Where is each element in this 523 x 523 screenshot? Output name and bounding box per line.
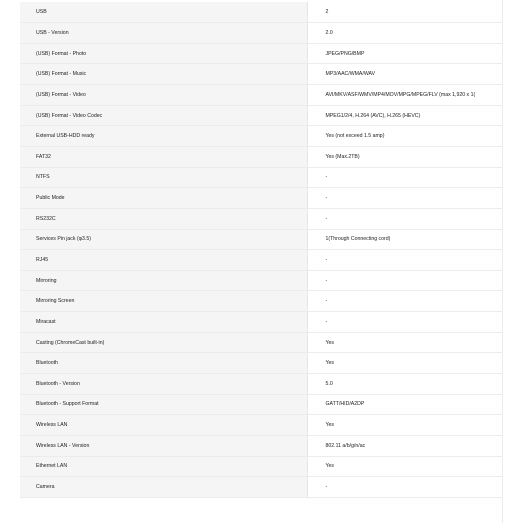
table-row <box>20 270 502 291</box>
spec-label: Bluetooth - Version <box>20 374 307 395</box>
spec-value: - <box>307 312 502 333</box>
table-row <box>20 105 502 126</box>
spec-value: - <box>307 270 502 291</box>
spec-label: Casting (ChromeCast built-in) <box>20 332 307 353</box>
table-row <box>20 2 502 23</box>
table-right-divider <box>502 0 503 523</box>
table-row <box>20 374 502 395</box>
spec-label: Services Pin jack (φ3.5) <box>20 229 307 250</box>
table-row <box>20 332 502 353</box>
table-row <box>20 208 502 229</box>
spec-label: Bluetooth <box>20 353 307 374</box>
spec-value: MPEG1/2/4, H.264 (AVC), H.265 (HEVC) <box>307 105 502 126</box>
spec-label: Mirroring <box>20 270 307 291</box>
table-row <box>20 188 502 209</box>
spec-label: Camera <box>20 477 307 498</box>
table-row <box>20 64 502 85</box>
spec-value: 1(Through Connecting cord) <box>307 229 502 250</box>
spec-label: Wireless LAN <box>20 415 307 436</box>
spec-value: 2.0 <box>307 23 502 44</box>
spec-label: RS232C <box>20 208 307 229</box>
spec-value: Yes <box>307 456 502 477</box>
spec-label: Miracast <box>20 312 307 333</box>
spec-label: (USB) Format - Video <box>20 85 307 106</box>
table-row <box>20 23 502 44</box>
spec-label: Ethernet LAN <box>20 456 307 477</box>
spec-value: 5.0 <box>307 374 502 395</box>
table-row <box>20 456 502 477</box>
spec-value: 2 <box>307 2 502 23</box>
table-row <box>20 85 502 106</box>
spec-value: - <box>307 188 502 209</box>
spec-label: NTFS <box>20 167 307 188</box>
table-row <box>20 312 502 333</box>
spec-value: MP3/AAC/WMA/WAV <box>307 64 502 85</box>
spec-label: Mirroring Screen <box>20 291 307 312</box>
spec-value: JPEG/PNG/BMP <box>307 43 502 64</box>
spec-label: (USB) Format - Video Codec <box>20 105 307 126</box>
spec-value: Yes <box>307 332 502 353</box>
spec-value: 802.11 a/b/g/n/ac <box>307 435 502 456</box>
table-row <box>20 167 502 188</box>
spec-label: USB <box>20 2 307 23</box>
spec-label: Wireless LAN - Version <box>20 435 307 456</box>
spec-value: Yes <box>307 415 502 436</box>
spec-value: Yes <box>307 353 502 374</box>
spec-label: RJ45 <box>20 250 307 271</box>
spec-table <box>20 2 502 498</box>
table-row <box>20 43 502 64</box>
table-row <box>20 291 502 312</box>
spec-value: - <box>307 477 502 498</box>
spec-label: Public Mode <box>20 188 307 209</box>
spec-value: - <box>307 250 502 271</box>
table-row <box>20 353 502 374</box>
spec-value: AVI/MKV/ASF/WMV/MP4/MOV/MPG/MPEG/FLV (max 1,920 x 1( <box>307 85 502 106</box>
table-row <box>20 415 502 436</box>
spec-label: FAT32 <box>20 146 307 167</box>
spec-value: - <box>307 208 502 229</box>
spec-value: - <box>307 167 502 188</box>
spec-label: External USB-HDD ready <box>20 126 307 147</box>
spec-label: USB - Version <box>20 23 307 44</box>
table-row <box>20 229 502 250</box>
table-row <box>20 146 502 167</box>
table-row <box>20 394 502 415</box>
spec-label: Bluetooth - Support Format <box>20 394 307 415</box>
table-row <box>20 126 502 147</box>
table-row <box>20 477 502 498</box>
table-row <box>20 435 502 456</box>
spec-value: - <box>307 291 502 312</box>
spec-label: (USB) Format - Music <box>20 64 307 85</box>
table-row <box>20 250 502 271</box>
spec-value: GATT/HID/A2DP <box>307 394 502 415</box>
spec-value: Yes (not exceed 1.5 amp) <box>307 126 502 147</box>
spec-value: Yes (Max.2TB) <box>307 146 502 167</box>
spec-label: (USB) Format - Photo <box>20 43 307 64</box>
